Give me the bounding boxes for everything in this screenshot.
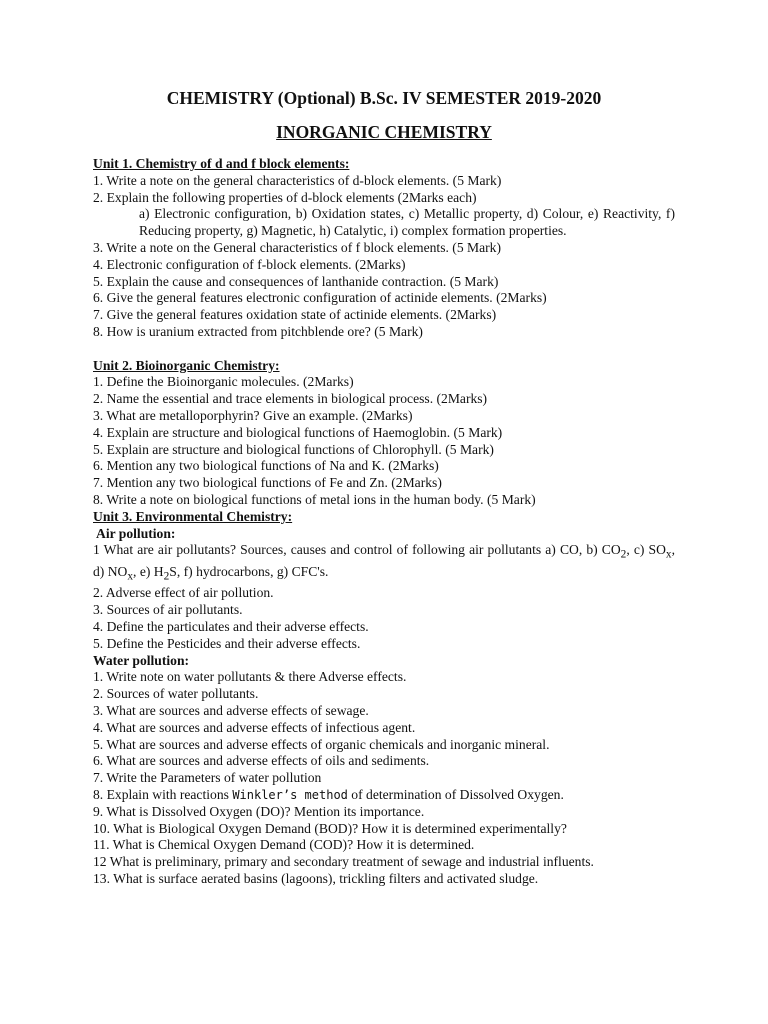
list-item: 7. Give the general features oxidation state of actinide elements. (2Marks) — [93, 307, 497, 323]
question-list — [93, 156, 675, 888]
list-item — [93, 542, 675, 585]
page-subtitle: INORGANIC CHEMISTRY — [276, 122, 492, 142]
list-item: 13. What is surface aerated basins (lagoons), trickling filters and activated sludge. — [93, 870, 539, 886]
list-item: 3. What are sources and adverse effects of sewage. — [93, 702, 369, 718]
list-item: 8. Write a note on biological functions of metal ions in the human body. (5 Mark) — [93, 491, 536, 507]
winkler-method-text: Winkler’s method — [232, 787, 348, 802]
list-item: 1. Define the Bioinorganic molecules. (2Marks) — [93, 374, 354, 390]
list-item: 3. Sources of air pollutants. — [93, 602, 243, 618]
list-item: 6. Mention any two biological functions of Na and K. (2Marks) — [93, 458, 439, 474]
list-item: 5. Explain the cause and consequences of lanthanide contraction. (5 Mark) — [93, 273, 499, 289]
air-q1-text: 1 What are air pollutants? Sources, causes and control of following air pollutants a) CO, b) CO — [93, 542, 621, 558]
list-item: 9. What is Dissolved Oxygen (DO)? Mention its importance. — [93, 803, 425, 819]
list-item: 4. What are sources and adverse effects of infectious agent. — [93, 719, 416, 735]
list-item — [93, 787, 675, 804]
subscript: x — [665, 549, 672, 562]
subscript: x — [127, 570, 134, 583]
list-item: 2. Sources of water pollutants. — [93, 686, 259, 702]
list-item: 3. Write a note on the General characteristics of f block elements. (5 Mark) — [93, 239, 501, 255]
list-item: 6. What are sources and adverse effects of oils and sediments. — [93, 753, 430, 769]
list-item-subpoints: a) Electronic configuration, b) Oxidation states, c) Metallic property, d) Colour, e) Reactivity, f) Reducing property, g) Magnetic, h) Catalytic, i) complex formation properties. — [139, 206, 675, 239]
page-title: CHEMISTRY (Optional) B.Sc. IV SEMESTER 2019-2020 — [166, 88, 602, 108]
list-item: 8. How is uranium extracted from pitchblende ore? (5 Mark) — [93, 323, 423, 339]
list-item: 4. Electronic configuration of f-block elements. (2Marks) — [93, 256, 406, 272]
unit-3-heading: Unit 3. Environmental Chemistry: — [93, 508, 293, 524]
spacer — [93, 341, 675, 358]
list-item: 10. What is Biological Oxygen Demand (BOD)? How it is determined experimentally? — [93, 820, 567, 836]
list-item: 7. Mention any two biological functions of Fe and Zn. (2Marks) — [93, 475, 442, 491]
water-pollution-heading: Water pollution: — [93, 652, 190, 668]
list-item: 2. Adverse effect of air pollution. — [93, 585, 274, 601]
list-item: 4. Explain are structure and biological functions of Haemoglobin. (5 Mark) — [93, 424, 503, 440]
list-item: 1. Write note on water pollutants & there Adverse effects. — [93, 669, 407, 685]
air-q1-text: , d) NO — [93, 542, 675, 579]
air-q1-text: , e) H — [133, 563, 164, 579]
unit-2-heading: Unit 2. Bioinorganic Chemistry: — [93, 357, 280, 373]
list-item: 5. Explain are structure and biological functions of Chlorophyll. (5 Mark) — [93, 441, 494, 457]
air-pollution-heading: Air pollution: — [96, 525, 176, 541]
water-q8-text: 8. Explain with reactions — [93, 786, 233, 802]
list-item: 6. Give the general features electronic configuration of actinide elements. (2Marks) — [93, 290, 547, 306]
air-q1-text: S, f) hydrocarbons, g) CFC's. — [169, 563, 329, 579]
unit-1-heading: Unit 1. Chemistry of d and f block elements: — [93, 156, 350, 171]
list-item: 2. Name the essential and trace elements in biological process. (2Marks) — [93, 391, 488, 407]
subscript: 2 — [163, 570, 170, 583]
list-item: 11. What is Chemical Oxygen Demand (COD)? How it is determined. — [93, 837, 475, 853]
list-item: 7. Write the Parameters of water pollution — [93, 770, 322, 786]
list-item: 2. Explain the following properties of d-block elements (2Marks each) — [93, 189, 477, 205]
water-q8-text: of determination of Dissolved Oxygen. — [347, 786, 564, 802]
list-item: 5. Define the Pesticides and their adverse effects. — [93, 635, 361, 651]
list-item: 4. Define the particulates and their adverse effects. — [93, 618, 369, 634]
list-item: 12 What is preliminary, primary and secondary treatment of sewage and industrial influents. — [93, 854, 594, 870]
air-q1-text: , c) SO — [626, 542, 666, 558]
list-item: 3. What are metalloporphyrin? Give an example. (2Marks) — [93, 407, 413, 423]
list-item: 1. Write a note on the general characteristics of d-block elements. (5 Mark) — [93, 172, 502, 188]
list-item: 5. What are sources and adverse effects of organic chemicals and inorganic mineral. — [93, 736, 550, 752]
subscript: 2 — [620, 549, 627, 562]
